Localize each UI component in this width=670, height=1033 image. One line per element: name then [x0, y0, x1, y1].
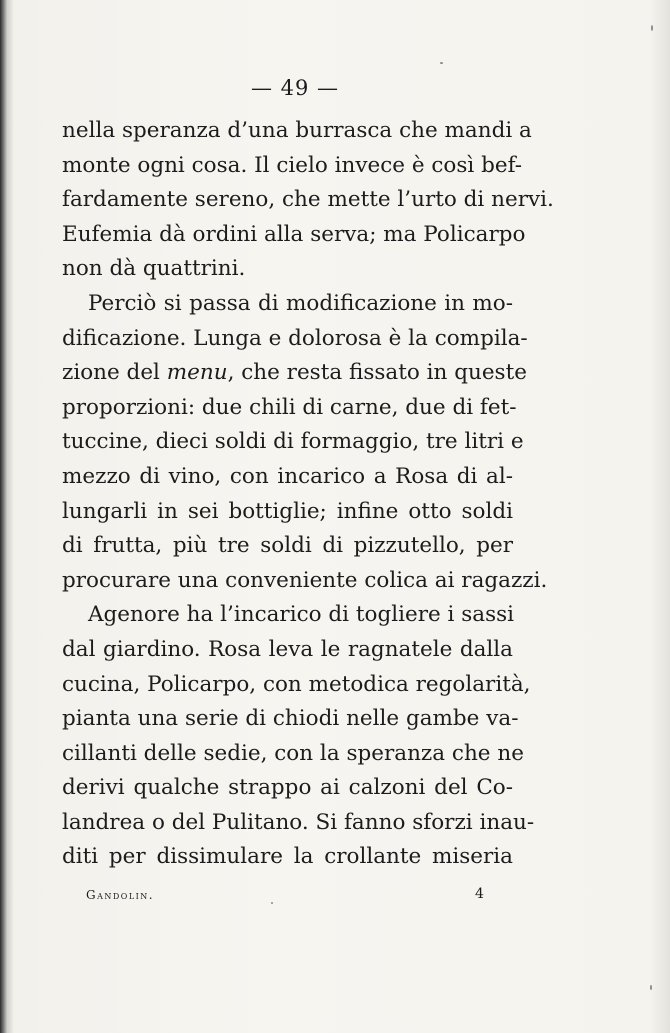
text-line: derivi qualche strappo ai calzoni del Co- [62, 775, 513, 801]
paper-speck [650, 985, 652, 990]
text-line: mezzo di vino, con incarico a Rosa di al- [62, 463, 513, 489]
text-segment: , che resta fissato in queste [227, 360, 527, 386]
italic-word: menu [166, 360, 228, 386]
text-line: monte ogni cosa. Il cielo invece è così bef- [62, 152, 523, 178]
text-line: cillanti delle sedie, con la speranza che ne [62, 740, 524, 766]
text-line: diti per dissimulare la crollante miseria [62, 844, 513, 870]
text-line: pianta una serie di chiodi nelle gambe va- [62, 706, 519, 732]
page-number: — 49 — [250, 76, 340, 100]
text-line: landrea o del Pulitano. Si fanno sforzi inau- [62, 809, 535, 835]
text-line: non dà quattrini. [62, 256, 246, 282]
text-line: proporzioni: due chili di carne, due di fet- [62, 394, 517, 420]
text-line: Perciò si passa di modificazione in mo- [88, 290, 513, 316]
body-text [62, 114, 554, 875]
text-line: dificazione. Lunga e dolorosa è la compila- [62, 325, 528, 351]
text-line: nella speranza d’una burrasca che mandi a [62, 118, 532, 143]
text-line: procurare una conveniente colica ai ragazzi. [62, 567, 548, 593]
paper-speck [440, 62, 443, 64]
text-line-with-italic [62, 356, 527, 391]
text-segment: zione del [62, 360, 167, 386]
text-line: fardamente sereno, che mette l’urto di nervi. [62, 187, 554, 213]
paper-speck [271, 902, 273, 904]
text-line: tuccine, dieci soldi di formaggio, tre litri e [62, 429, 524, 455]
sheet-number: 4 [475, 886, 484, 902]
signature-mark: Gandolin. [86, 888, 155, 902]
text-line: cucina, Policarpo, con metodica regolarità, [62, 671, 531, 697]
text-line: dal giardino. Rosa leva le ragnatele dalla [62, 636, 513, 662]
text-line: Agenore ha l’incarico di togliere i sassi [88, 602, 515, 628]
text-line: di frutta, più tre soldi di pizzutello, per [62, 533, 513, 559]
text-line: lungarli in sei bottiglie; infine otto soldi [62, 498, 513, 524]
text-line: Eufemia dà ordini alla serva; ma Policarpo [62, 221, 526, 247]
paper-speck [651, 25, 653, 31]
